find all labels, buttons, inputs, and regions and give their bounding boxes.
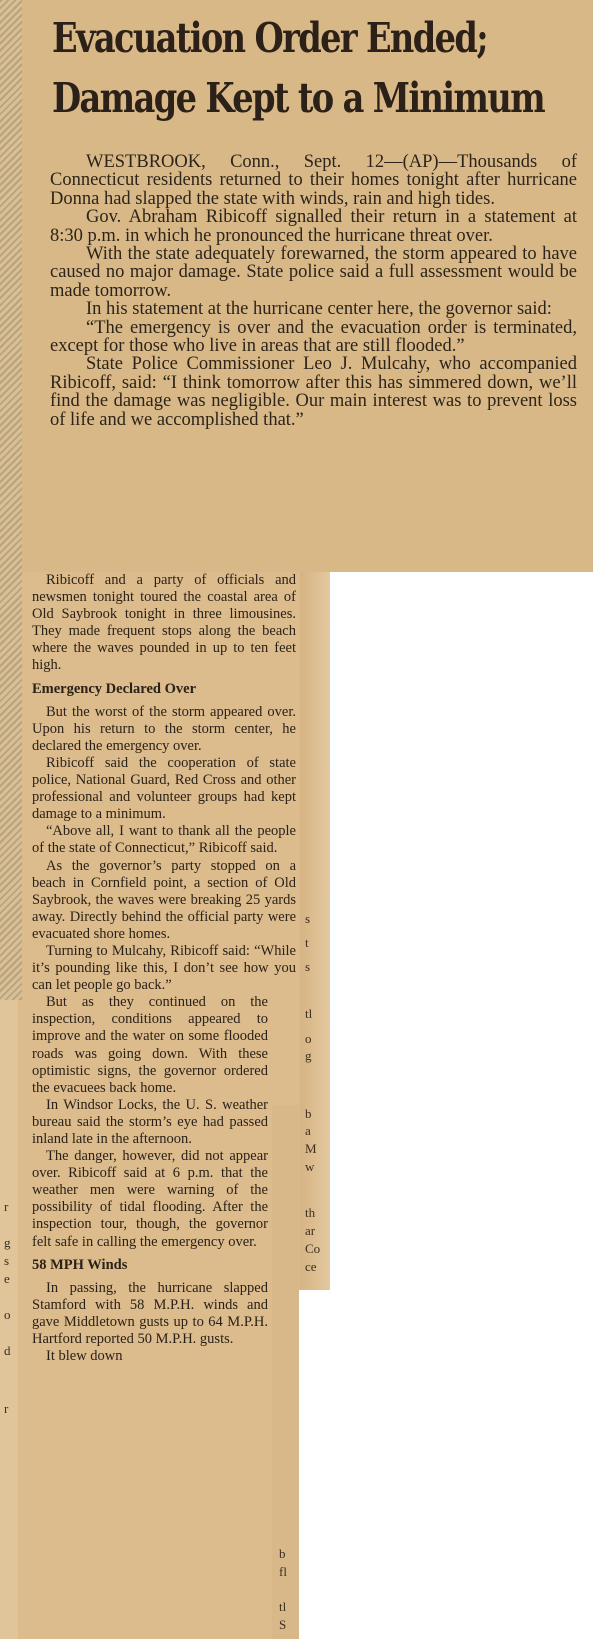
column-paragraph: It blew down bbox=[46, 1348, 123, 1365]
adjacent-fragment: fl bbox=[279, 1564, 287, 1579]
column-paragraph: Ribicoff and a party of officials and newsmen tonight toured the coastal area of Old Saybrook tonight in three limousines. They made frequent stops along the beach where the waves pounded in up to ten feet high. bbox=[32, 572, 296, 674]
column-paragraph: The danger, however, did not appear over. Ribicoff said at 6 p.m. that the weather men were warning of the possibility of tidal flooding. After the inspection tour, though, the governor felt safe in calling the emergency over. bbox=[32, 1148, 268, 1250]
adjacent-fragment: o bbox=[305, 1031, 312, 1046]
left-fragment: s bbox=[4, 1253, 10, 1268]
left-fragment: d bbox=[4, 1343, 11, 1358]
subhead-emergency: Emergency Declared Over bbox=[32, 680, 197, 697]
headline bbox=[52, 8, 545, 128]
adjacent-fragment: ce bbox=[305, 1259, 317, 1274]
headline-line-1: Evacuation Order Ended; bbox=[52, 14, 487, 62]
left-fragment: o bbox=[4, 1307, 11, 1322]
lead-paragraph: In his statement at the hurricane center here, the governor said: bbox=[86, 299, 552, 320]
adjacent-fragment: S bbox=[279, 1617, 287, 1632]
adjacent-fragment: ar bbox=[305, 1223, 316, 1238]
adjacent-fragment: t bbox=[305, 935, 309, 950]
adjacent-fragment: b bbox=[305, 1106, 312, 1121]
adjacent-fragment: s bbox=[305, 911, 311, 926]
adjacent-fragment: tl bbox=[305, 1006, 313, 1021]
adjacent-fragment: tl bbox=[279, 1599, 287, 1614]
lead-paragraph: With the state adequately forewarned, the storm appeared to have caused no major damage. State police said a full assessment would be made tomorrow. bbox=[50, 244, 577, 301]
column-paragraph: But the worst of the storm appeared over. Upon his return to the storm center, he declared the emergency over. bbox=[32, 703, 296, 754]
lead-story bbox=[50, 153, 577, 429]
lead-paragraph: Gov. Abraham Ribicoff signalled their return in a statement at 8:30 p.m. in which he pronounced the hurricane threat over. bbox=[50, 207, 577, 246]
adjacent-fragment: a bbox=[305, 1123, 311, 1138]
adjacent-fragment: Co bbox=[305, 1241, 321, 1256]
headline-line-2: Damage Kept to a Minimum bbox=[52, 74, 545, 122]
left-fragment: r bbox=[4, 1199, 9, 1214]
subhead-winds: 58 MPH Winds bbox=[32, 1256, 128, 1273]
left-fragment: g bbox=[4, 1235, 11, 1250]
column-paragraph: Ribicoff said the cooperation of state police, National Guard, Red Cross and other professional and volunteer groups had kept damage to a minimum. bbox=[32, 754, 296, 823]
adjacent-fragment: th bbox=[305, 1205, 316, 1220]
adjacent-fragment: w bbox=[305, 1159, 315, 1174]
column-paragraph: Turning to Mulcahy, Ribicoff said: “While it’s pounding like this, I don’t see how you can let people go back.” bbox=[32, 942, 296, 994]
lead-paragraph: State Police Commissioner Leo J. Mulcahy, who accompanied Ribicoff, said: “I think tomorrow after this has simmered down, we’ll find the damage was negligible. Our main interest was to prevent loss of life and we accomplished that.” bbox=[50, 354, 577, 430]
adjacent-fragment: s bbox=[305, 959, 311, 974]
left-fragment: r bbox=[4, 1401, 9, 1416]
column-paragraph: As the governor’s party stopped on a beach in Cornfield point, a section of Old Saybrook, the waves were breaking 25 yards away. Directly behind the official party were evacuated shore homes. bbox=[32, 857, 296, 942]
adjacent-fragment: g bbox=[305, 1048, 312, 1063]
column-paragraph: In Windsor Locks, the U. S. weather bureau said the storm’s eye had passed inland late in the afternoon. bbox=[32, 1096, 268, 1147]
column-paragraph: But as they continued on the inspection, conditions appeared to improve and the water on some flooded roads was going down. With these optimistic signs, the governor ordered the evacuees back home. bbox=[32, 994, 268, 1096]
lead-paragraph: WESTBROOK, Conn., Sept. 12—(AP)—Thousands of Connecticut residents returned to their homes tonight after hurricane Donna had slapped the state with winds, rain and high tides. bbox=[50, 152, 577, 209]
background-area-lower bbox=[287, 1290, 593, 1639]
column-lower bbox=[32, 994, 268, 1365]
column-paragraph: “Above all, I want to thank all the people of the state of Connecticut,” Ribicoff said. bbox=[32, 823, 296, 857]
left-fragment: e bbox=[4, 1271, 10, 1286]
adjacent-fragment: b bbox=[279, 1546, 286, 1561]
column-paragraph: In passing, the hurricane slapped Stamford with 58 M.P.H. winds and gave Middletown gusts up to 64 M.P.H. Hartford reported 50 M.P.H. gusts. bbox=[32, 1279, 268, 1348]
adjacent-fragment: M bbox=[305, 1141, 317, 1156]
story-column bbox=[32, 572, 296, 1365]
left-border-pattern bbox=[0, 0, 22, 1000]
lead-paragraph: “The emergency is over and the evacuation order is terminated, except for those who live in areas that are still flooded.” bbox=[50, 317, 577, 357]
